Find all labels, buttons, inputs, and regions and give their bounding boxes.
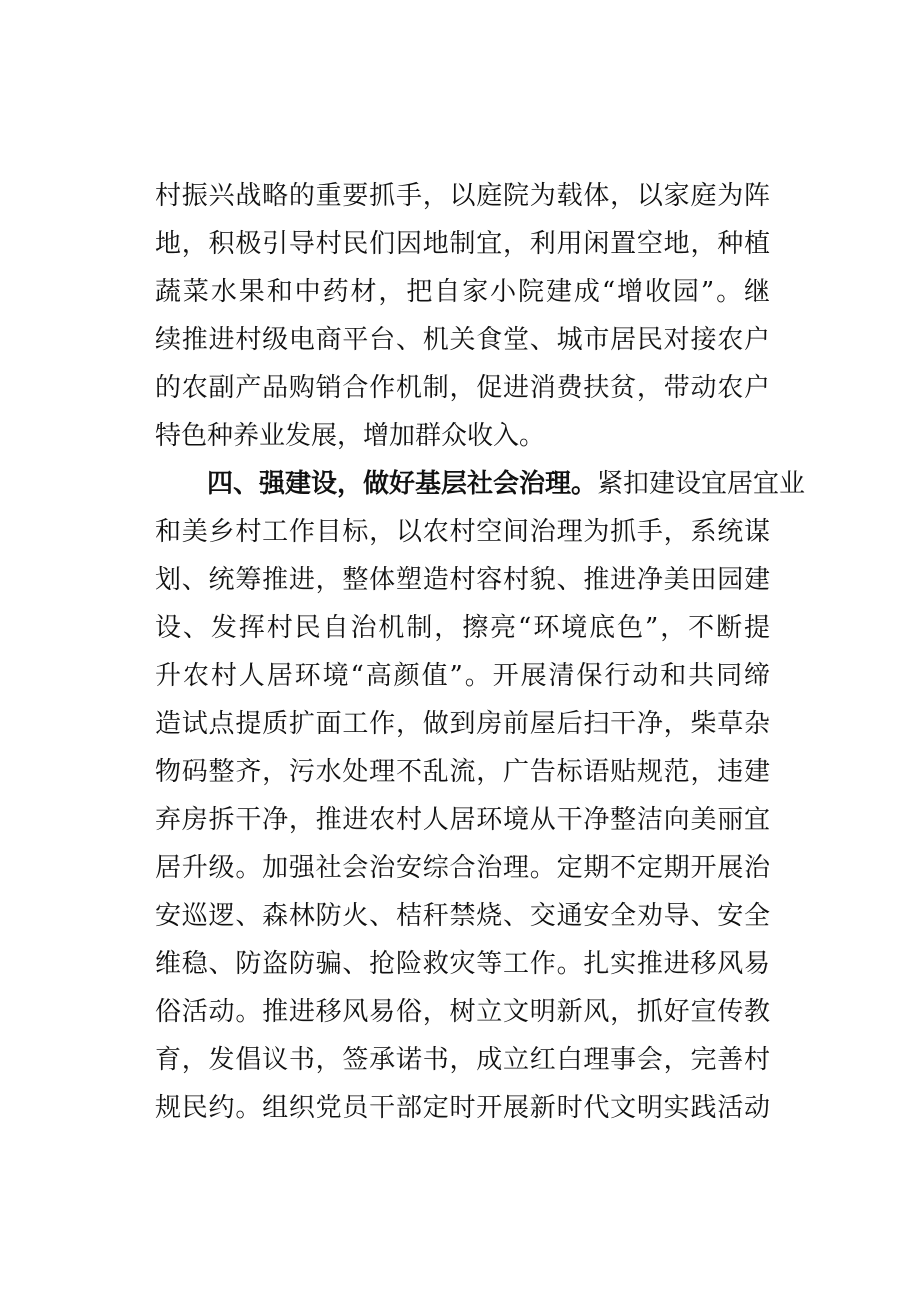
text-line: 造试点提质扩面工作，做到房前屋后扫干净，柴草杂: [155, 709, 770, 739]
text-line: 俗活动。推进移风易俗，树立文明新风，抓好宣传教: [155, 997, 770, 1027]
text-line: 设、发挥村民自治机制，擦亮“环境底色”，不断提: [155, 613, 770, 643]
text-line: 特色种养业发展，增加群众收入。: [155, 421, 546, 451]
text-line-heading: [155, 460, 806, 508]
text-line: 和美乡村工作目标，以农村空间治理为抓手，系统谋: [155, 517, 770, 547]
text-line: 地，积极引导村民们因地制宜，利用闲置空地，种植: [155, 229, 770, 259]
text-line: 居升级。加强社会治安综合治理。定期不定期开展治: [155, 853, 770, 883]
text-line: 育，发倡议书，签承诺书，成立红白理事会，完善村: [155, 1045, 770, 1075]
heading-line-rest: 紧扣建设宜居宜业: [597, 469, 806, 499]
text-line: 的农副产品购销合作机制，促进消费扶贫，带动农户: [155, 373, 770, 403]
document-body: [155, 172, 806, 1132]
text-line: 蔬菜水果和中药材，把自家小院建成“增收园”。继: [155, 277, 770, 307]
text-line: 规民约。组织党员干部定时开展新时代文明实践活动: [155, 1093, 770, 1123]
text-line: 维稳、防盗防骗、抢险救灾等工作。扎实推进移风易: [155, 949, 770, 979]
text-line: 弃房拆干净，推进农村人居环境从干净整洁向美丽宜: [155, 805, 770, 835]
text-line: 村振兴战略的重要抓手，以庭院为载体，以家庭为阵: [155, 181, 770, 211]
text-line: 升农村人居环境“高颜值”。开展清保行动和共同缔: [155, 661, 770, 691]
section-heading: 四、强建设，做好基层社会治理。: [207, 469, 598, 499]
text-line: 安巡逻、森林防火、桔秆禁烧、交通安全劝导、安全: [155, 901, 770, 931]
text-line: 物码整齐，污水处理不乱流，广告标语贴规范，违建: [155, 757, 770, 787]
text-line: 续推进村级电商平台、机关食堂、城市居民对接农户: [155, 325, 770, 355]
text-line: 划、统筹推进，整体塑造村容村貌、推进净美田园建: [155, 565, 770, 595]
paragraph-1: [155, 172, 770, 460]
paragraph-2: [155, 460, 806, 1132]
